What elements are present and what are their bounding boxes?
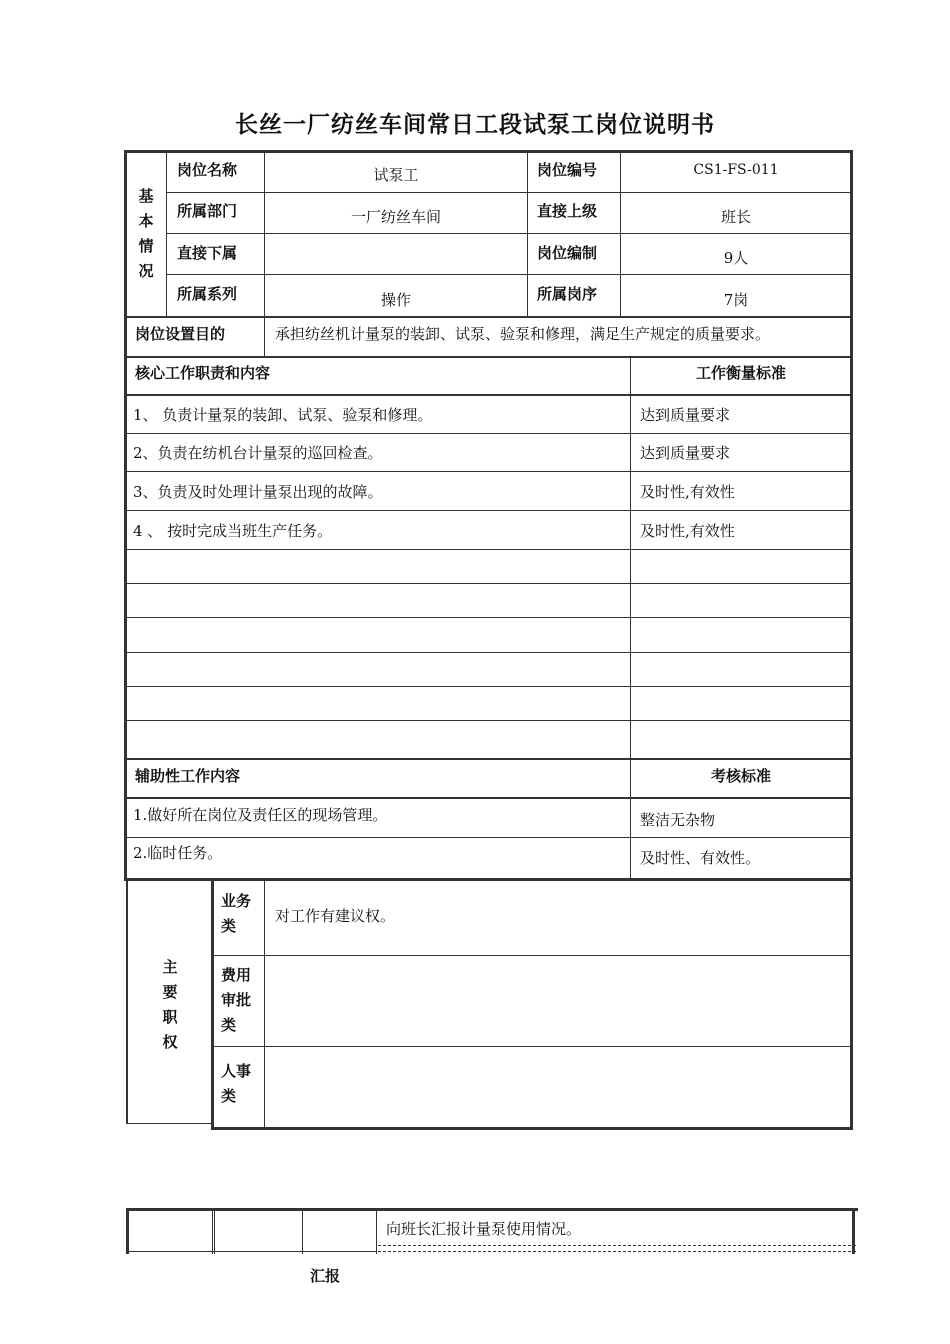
- basic-label-char: 本: [138, 212, 154, 230]
- business-authority-label: [221, 888, 263, 940]
- purpose-text: 承担纺丝机计量泵的装卸、试泵、验泵和修理，满足生产规定的质量要求。: [275, 324, 771, 343]
- label-line: 业务: [221, 892, 252, 910]
- core-duty-item: [133, 584, 628, 617]
- position-name-label: 岗位名称: [177, 161, 238, 179]
- authority-label-char: 职: [162, 1008, 178, 1026]
- basic-label-char: 基: [138, 187, 154, 205]
- job-rank-label: 所属岗序: [537, 285, 598, 303]
- authority-label-char: 主: [162, 958, 178, 976]
- authority-label-char: 权: [162, 1033, 178, 1051]
- core-standard-item: 达到质量要求: [640, 444, 731, 462]
- core-duties-header: 核心工作职责和内容: [135, 363, 271, 382]
- core-duty-item: 3、负责及时处理计量泵出现的故障。: [133, 482, 383, 501]
- authority-section-label: [128, 935, 212, 1075]
- core-duty-item: [133, 618, 628, 652]
- core-duty-item: [133, 687, 628, 720]
- label-line: 类: [221, 1015, 237, 1034]
- label-line: 费用: [221, 965, 252, 984]
- position-code-label: 岗位编号: [537, 161, 598, 179]
- aux-duty-item: 2.临时任务。: [133, 843, 223, 862]
- report-label: 汇报: [310, 1266, 341, 1285]
- page-title: 长丝一厂纺丝车间常日工段试泵工岗位说明书: [235, 112, 715, 138]
- job-series-label: 所属系列: [177, 285, 238, 303]
- core-duty-item: [133, 721, 628, 758]
- direct-superior-label: 直接上级: [537, 202, 598, 220]
- position-name-value: 试泵工: [373, 165, 419, 184]
- core-standard-header: 工作衡量标准: [695, 363, 786, 382]
- aux-duties-header: 辅助性工作内容: [135, 766, 241, 785]
- subordinate-value: [265, 238, 527, 276]
- label-line: 类: [221, 917, 237, 935]
- aux-standard-item: 整洁无杂物: [640, 810, 716, 829]
- core-standard-item: 及时性,有效性: [640, 482, 735, 501]
- basic-label-char: 情: [138, 237, 154, 255]
- headcount-label: 岗位编制: [537, 244, 598, 262]
- personnel-authority-label: [221, 1058, 263, 1110]
- core-duty-item: 1、 负责计量泵的装卸、试泵、验泵和修理。: [133, 406, 433, 424]
- expense-approval-text: [275, 960, 845, 990]
- core-standard-item: 及时性,有效性: [640, 521, 735, 540]
- basic-info-section-label: [126, 152, 166, 316]
- subordinate-label: 直接下属: [177, 244, 238, 262]
- department-value: 一厂纺丝车间: [350, 207, 441, 226]
- job-rank-value: 7岗: [723, 290, 749, 309]
- aux-standard-item: 及时性、有效性。: [640, 848, 761, 867]
- core-duty-item: [133, 653, 628, 686]
- personnel-authority-text: [275, 1052, 845, 1082]
- business-authority-text: 对工作有建议权。: [275, 906, 396, 925]
- basic-label-char: 况: [138, 262, 154, 280]
- job-series-value: 操作: [380, 290, 411, 309]
- core-duty-item: 2、负责在纺机台计量泵的巡回检查。: [133, 444, 383, 462]
- aux-duty-item: 1.做好所在岗位及责任区的现场管理。: [133, 805, 388, 824]
- authority-label-char: 要: [162, 983, 178, 1001]
- department-label: 所属部门: [177, 202, 238, 220]
- aux-standard-header: 考核标准: [710, 766, 771, 785]
- label-line: 类: [221, 1087, 237, 1105]
- purpose-label: 岗位设置目的: [135, 324, 226, 343]
- direct-superior-value: 班长: [720, 207, 751, 226]
- core-standard-item: 达到质量要求: [640, 406, 731, 424]
- expense-approval-label: [221, 962, 263, 1038]
- position-code-value: CS1-FS-011: [693, 161, 779, 178]
- headcount-value: 9人: [723, 248, 749, 267]
- label-line: 审批: [221, 990, 252, 1009]
- core-duty-item: 4 、 按时完成当班生产任务。: [133, 521, 333, 540]
- core-duty-item: [133, 550, 628, 583]
- label-line: 人事: [221, 1062, 252, 1080]
- report-text: 向班长汇报计量泵使用情况。: [386, 1219, 582, 1238]
